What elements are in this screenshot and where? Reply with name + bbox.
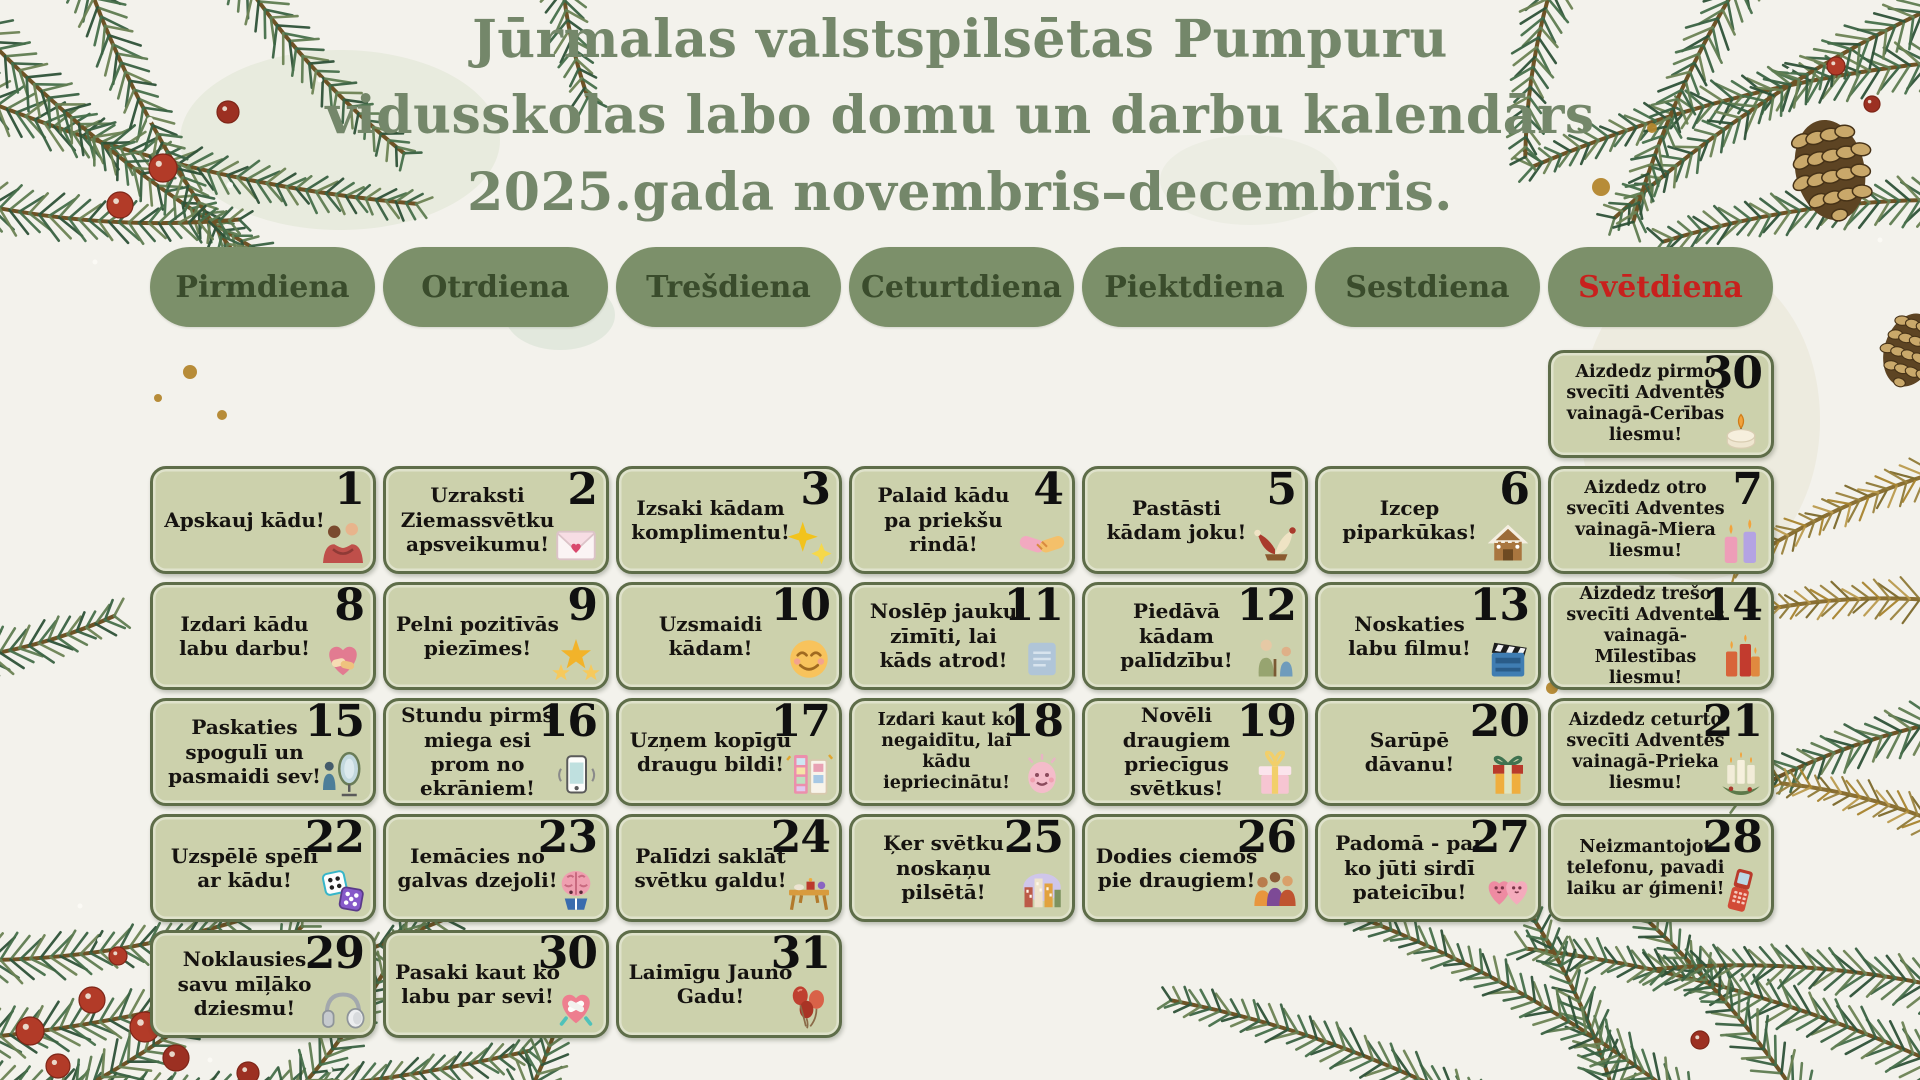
cell-task-text: Aizdedz otro svecīti Adventes vainagā-Miera liesmu!	[1566, 478, 1725, 561]
calendar-cell-dec-30	[383, 930, 609, 1038]
note-icon	[1017, 634, 1067, 684]
cell-day-number: 7	[1732, 464, 1762, 515]
cell-task-text: Apskauj kādu!	[164, 507, 325, 532]
cell-task-text: Uzņem kopīgu draugu bildi!	[629, 727, 792, 776]
city-icon	[1017, 866, 1067, 916]
sparkles-icon	[784, 518, 834, 568]
cell-task-text: Uzraksti Ziemassvētku apsveikumu!	[400, 483, 555, 557]
calendar-cell-dec-28	[1548, 814, 1774, 922]
phone-icon	[551, 750, 601, 800]
cell-day-number: 17	[770, 696, 830, 747]
calendar-cell-dec-2	[383, 466, 609, 574]
cell-task-text: Aizdedz ceturto svecīti Adventes vainagā-Prieka liesmu!	[1566, 710, 1725, 793]
cell-day-number: 26	[1236, 812, 1296, 863]
calendar-cell-dec-7	[1548, 466, 1774, 574]
weekday-pill-4	[849, 247, 1074, 327]
candle-cluster-icon	[1716, 634, 1766, 684]
cell-task-text: Pasaki kaut ko labu par sevi!	[395, 959, 560, 1008]
calendar-cell-dec-12	[1082, 582, 1308, 690]
cell-day-number: 30	[537, 928, 597, 979]
calendar-cell-dec-11	[849, 582, 1075, 690]
cell-day-number: 25	[1003, 812, 1063, 863]
weekday-pill-6	[1315, 247, 1540, 327]
weekday-label: Ceturtdiena	[860, 269, 1062, 305]
cell-task-text: Palīdzi saklāt svētku galdu!	[634, 843, 787, 892]
cell-task-text: Uzsmaidi kādam!	[658, 611, 763, 660]
calendar-cell-dec-3	[616, 466, 842, 574]
calendar-cell-dec-22	[150, 814, 376, 922]
cell-task-text: Pastāsti kādam joku!	[1106, 495, 1247, 544]
smiley-icon	[784, 634, 834, 684]
title-line-3: 2025.gada novembris–decembris.	[467, 161, 1453, 223]
cell-task-text: Noskaties labu filmu!	[1348, 611, 1471, 660]
cell-day-number: 19	[1236, 696, 1296, 747]
cell-day-number: 14	[1702, 580, 1762, 631]
cell-day-number: 31	[770, 928, 830, 979]
cell-task-text: Padomā - par ko jūti sirdī pateicību!	[1335, 831, 1484, 905]
weekday-pill-2	[383, 247, 608, 327]
surprise-icon	[1017, 750, 1067, 800]
helping-icon	[1250, 634, 1300, 684]
weekday-label: Pirmdiena	[175, 269, 350, 305]
weekday-pill-5	[1082, 247, 1307, 327]
cell-task-text: Izdari kādu labu darbu!	[179, 611, 310, 660]
weekday-label: Otrdiena	[421, 269, 570, 305]
calendar-cell-dec-6	[1315, 466, 1541, 574]
calendar-cell-dec-14	[1548, 582, 1774, 690]
clapperboard-icon	[1483, 634, 1533, 684]
calendar-cell-dec-8	[150, 582, 376, 690]
dice-icon	[318, 866, 368, 916]
flip-phone-icon	[1716, 866, 1766, 916]
cell-day-number: 13	[1469, 580, 1529, 631]
calendar-cell-dec-31	[616, 930, 842, 1038]
calendar-cell-dec-9	[383, 582, 609, 690]
cell-day-number: 9	[567, 580, 597, 631]
calendar-cell-dec-13	[1315, 582, 1541, 690]
hug-icon	[318, 518, 368, 568]
calendar-cell-dec-16	[383, 698, 609, 806]
cell-day-number: 5	[1266, 464, 1296, 515]
candle-tealight-icon	[1716, 402, 1766, 452]
title-line-2: vidusskolas labo domu un darbu kalendārs	[325, 85, 1595, 147]
title-line-1: Jūrmalas valstspilsētas Pumpuru	[472, 9, 1448, 70]
cell-day-number: 27	[1469, 812, 1529, 863]
heart-hands-icon	[318, 634, 368, 684]
weekday-row	[150, 247, 1773, 327]
cell-task-text: Palaid kādu pa priekšu rindā!	[877, 483, 1010, 557]
calendar-cell-dec-27	[1315, 814, 1541, 922]
calendar-cell-dec-21	[1548, 698, 1774, 806]
cell-day-number: 18	[1003, 696, 1063, 747]
brain-book-icon	[551, 866, 601, 916]
weekday-pill-3	[616, 247, 841, 327]
cell-task-text: Aizdedz pirmo svecīti Adventes vainagā-Cerības liesmu!	[1566, 362, 1725, 445]
cell-task-text: Paskaties spogulī un pasmaidi sev!	[168, 715, 321, 789]
cell-day-number: 10	[770, 580, 830, 631]
self-love-heart-icon	[551, 982, 601, 1032]
cell-task-text: Noklausies savu mīļāko dziesmu!	[177, 947, 312, 1021]
page-title	[0, 2, 1920, 231]
cell-day-number: 15	[304, 696, 364, 747]
cell-day-number: 29	[304, 928, 364, 979]
balloons-icon	[784, 982, 834, 1032]
calendar-cell-dec-1	[150, 466, 376, 574]
mirror-icon	[318, 750, 368, 800]
cell-task-text: Neizmantojot telefonu, pavadi laiku ar ģimeni!	[1566, 836, 1725, 899]
cell-day-number: 4	[1033, 464, 1063, 515]
calendar-cell-dec-25	[849, 814, 1075, 922]
calendar-cell-dec-4	[849, 466, 1075, 574]
cell-day-number: 24	[770, 812, 830, 863]
cell-task-text: Piedāvā kādam palīdzību!	[1120, 599, 1233, 673]
gift-pink-icon	[1250, 750, 1300, 800]
wreath-candles-icon	[1716, 750, 1766, 800]
cell-task-text: Izdari kaut ko negaidītu, lai kādu iepriecinātu!	[877, 710, 1016, 793]
cell-task-text: Pelni pozitīvās piezīmes!	[396, 611, 559, 660]
calendar-cell-dec-29	[150, 930, 376, 1038]
cell-task-text: Izsaki kādam komplimentu!	[631, 495, 790, 544]
cell-day-number: 22	[304, 812, 364, 863]
cell-day-number: 20	[1469, 696, 1529, 747]
gift-red-icon	[1483, 750, 1533, 800]
calendar-cell-dec-5	[1082, 466, 1308, 574]
calendar-cell-dec-17	[616, 698, 842, 806]
cell-task-text: Uzspēlē spēli ar kādu!	[170, 843, 319, 892]
calendar-cell-dec-19	[1082, 698, 1308, 806]
cell-task-text: Dodies ciemos pie draugiem!	[1095, 843, 1258, 892]
cell-day-number: 3	[800, 464, 830, 515]
cell-day-number: 12	[1236, 580, 1296, 631]
hearts-pair-icon	[1483, 866, 1533, 916]
stars-icon	[551, 634, 601, 684]
jester-hat-icon	[1250, 518, 1300, 568]
weekday-label: Sestdiena	[1345, 269, 1510, 305]
cell-task-text: Stundu pirms miega esi prom no ekrāniem!	[401, 703, 554, 801]
cell-task-text: Sarūpē dāvanu!	[1364, 727, 1455, 776]
cell-day-number: 16	[537, 696, 597, 747]
cell-day-number: 23	[537, 812, 597, 863]
calendar-cell-dec-15	[150, 698, 376, 806]
gingerbread-house-icon	[1483, 518, 1533, 568]
calendar-cell-nov-30	[1548, 350, 1774, 458]
calendar-cell-dec-26	[1082, 814, 1308, 922]
cell-task-text: Laimīgu Jauno Gadu!	[628, 959, 793, 1008]
handshake-icon	[1017, 518, 1067, 568]
cell-day-number: 30	[1702, 348, 1762, 399]
cell-day-number: 21	[1702, 696, 1762, 747]
cell-day-number: 1	[334, 464, 364, 515]
calendar-cell-dec-24	[616, 814, 842, 922]
calendar-cell-dec-10	[616, 582, 842, 690]
weekday-label: Trešdiena	[646, 269, 811, 305]
calendar-cell-dec-18	[849, 698, 1075, 806]
cell-task-text: Ķer svētku noskaņu pilsētā!	[883, 831, 1004, 905]
calendar-cell-dec-20	[1315, 698, 1541, 806]
cell-task-text: Aizdedz trešo svecīti Adventes vainagā-Mīlestības liesmu!	[1566, 583, 1725, 688]
cell-day-number: 8	[334, 580, 364, 631]
cell-task-text: Noslēp jauku zīmīti, lai kāds atrod!	[869, 599, 1018, 673]
weekday-label: Piektdiena	[1104, 269, 1285, 305]
cell-day-number: 2	[567, 464, 597, 515]
festive-table-icon	[784, 866, 834, 916]
cell-day-number: 6	[1499, 464, 1529, 515]
weekday-pill-7	[1548, 247, 1773, 327]
friends-icon	[1250, 866, 1300, 916]
love-letter-icon	[551, 518, 601, 568]
cell-day-number: 11	[1003, 580, 1063, 631]
weekday-pill-1	[150, 247, 375, 327]
calendar-cell-dec-23	[383, 814, 609, 922]
two-candles-icon	[1716, 518, 1766, 568]
cell-task-text: Izcep piparkūkas!	[1342, 495, 1477, 544]
photo-strip-icon	[784, 750, 834, 800]
headphones-icon	[318, 982, 368, 1032]
cell-task-text: Novēli draugiem priecīgus svētkus!	[1122, 703, 1231, 801]
weekday-label: Svētdiena	[1578, 269, 1743, 305]
cell-day-number: 28	[1702, 812, 1762, 863]
cell-task-text: Iemācies no galvas dzejoli!	[397, 843, 558, 892]
